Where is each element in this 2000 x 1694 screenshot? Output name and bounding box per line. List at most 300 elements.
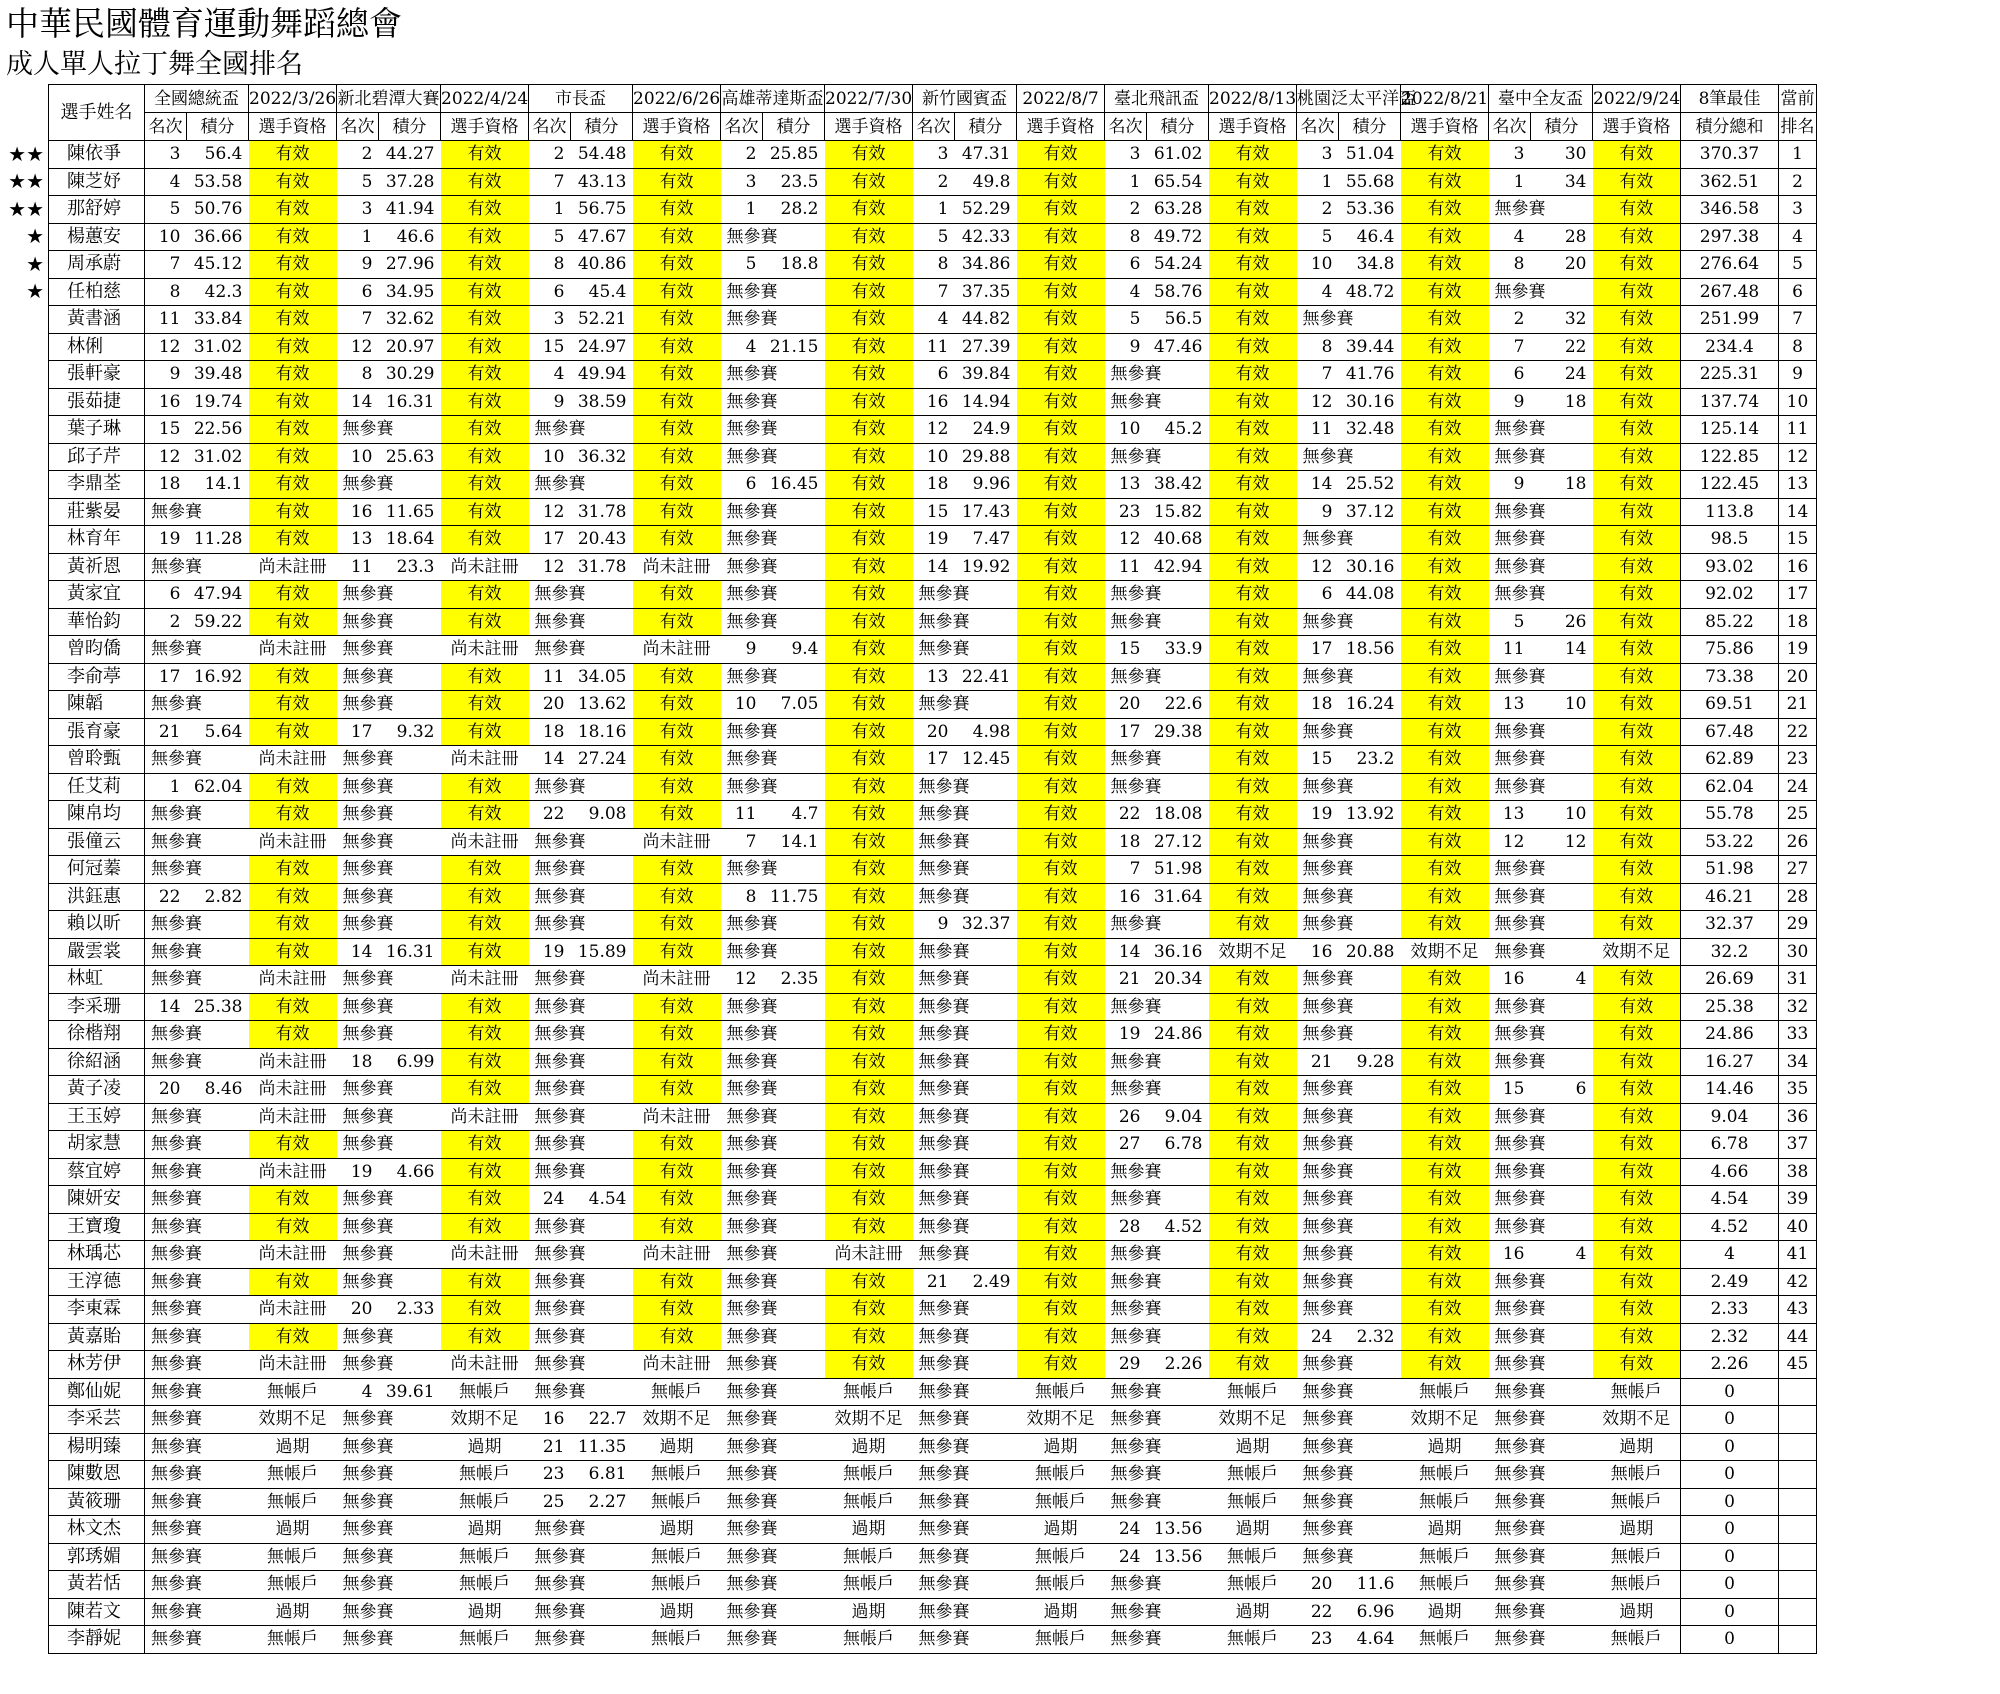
no-entry-cell: 無參賽	[721, 553, 825, 581]
eligibility-status-cell: 有效	[1209, 1076, 1297, 1104]
total-points-cell: 55.78	[1681, 801, 1779, 829]
no-entry-cell: 無參賽	[721, 1571, 825, 1599]
eligibility-status-cell: 尚未註冊	[249, 1076, 337, 1104]
no-entry-cell: 無參賽	[1489, 526, 1593, 554]
no-entry-cell: 無參賽	[913, 1296, 1017, 1324]
no-entry-cell: 無參賽	[145, 1186, 249, 1214]
eligibility-status-cell: 有效	[1017, 966, 1105, 994]
eligibility-status-cell: 有效	[249, 1021, 337, 1049]
event-points-cell: 20.34	[1147, 966, 1209, 994]
eligibility-status-cell: 有效	[633, 388, 721, 416]
event-rank-cell: 2	[913, 168, 955, 196]
eligibility-status-cell: 有效	[1401, 911, 1489, 939]
eligibility-status-cell: 過期	[1593, 1598, 1681, 1626]
event-points-cell: 27.24	[571, 746, 633, 774]
header-event-date: 2022/8/7	[1017, 85, 1105, 113]
header-event-title: 新北碧潭大賽	[337, 85, 441, 113]
event-rank-cell: 2	[529, 141, 571, 169]
no-entry-cell: 無參賽	[529, 1158, 633, 1186]
eligibility-status-cell: 無帳戶	[249, 1626, 337, 1654]
no-entry-cell: 無參賽	[1297, 1021, 1401, 1049]
eligibility-status-cell: 有效	[1209, 1323, 1297, 1351]
eligibility-status-cell: 效期不足	[633, 1406, 721, 1434]
event-points-cell: 47.67	[571, 223, 633, 251]
no-entry-cell: 無參賽	[145, 1598, 249, 1626]
event-points-cell: 44.08	[1339, 581, 1401, 609]
no-entry-cell: 無參賽	[145, 1461, 249, 1489]
eligibility-status-cell: 有效	[825, 746, 913, 774]
current-rank-cell: 19	[1779, 636, 1817, 664]
event-points-cell: 44.82	[955, 306, 1017, 334]
eligibility-status-cell: 有效	[441, 1213, 529, 1241]
eligibility-status-cell: 有效	[633, 196, 721, 224]
header-sub-status: 選手資格	[249, 113, 337, 141]
event-points-cell: 51.04	[1339, 141, 1401, 169]
event-rank-cell: 21	[1297, 1048, 1339, 1076]
event-rank-cell: 5	[721, 251, 763, 279]
event-rank-cell: 1	[1297, 168, 1339, 196]
event-points-cell: 22.7	[571, 1406, 633, 1434]
eligibility-status-cell: 有效	[1017, 581, 1105, 609]
player-name-cell: 張育豪	[49, 718, 145, 746]
event-points-cell: 4	[1531, 966, 1593, 994]
current-rank-cell: 24	[1779, 773, 1817, 801]
event-points-cell: 21.15	[763, 333, 825, 361]
event-points-cell: 54.48	[571, 141, 633, 169]
eligibility-status-cell: 有效	[1017, 333, 1105, 361]
table-row	[49, 1241, 1817, 1269]
eligibility-status-cell: 有效	[825, 306, 913, 334]
eligibility-status-cell: 有效	[1209, 223, 1297, 251]
eligibility-status-cell: 有效	[441, 691, 529, 719]
event-points-cell: 22	[1531, 333, 1593, 361]
event-rank-cell: 6	[529, 278, 571, 306]
eligibility-status-cell: 有效	[825, 1131, 913, 1159]
no-entry-cell: 無參賽	[529, 1048, 633, 1076]
eligibility-status-cell: 有效	[1017, 636, 1105, 664]
eligibility-status-cell: 有效	[1593, 801, 1681, 829]
eligibility-status-cell: 有效	[1209, 471, 1297, 499]
no-entry-cell: 無參賽	[1297, 663, 1401, 691]
event-points-cell: 2.82	[187, 883, 249, 911]
no-entry-cell: 無參賽	[1489, 993, 1593, 1021]
no-entry-cell: 無參賽	[145, 1296, 249, 1324]
table-row	[49, 1323, 1817, 1351]
event-points-cell: 33.84	[187, 306, 249, 334]
current-rank-cell: 2	[1779, 168, 1817, 196]
eligibility-status-cell: 有效	[1593, 966, 1681, 994]
eligibility-status-cell: 有效	[825, 1076, 913, 1104]
no-entry-cell: 無參賽	[1489, 1433, 1593, 1461]
event-rank-cell: 17	[529, 526, 571, 554]
header-event-date: 2022/6/26	[633, 85, 721, 113]
no-entry-cell: 無參賽	[721, 856, 825, 884]
eligibility-status-cell: 有效	[1017, 911, 1105, 939]
eligibility-status-cell: 有效	[1593, 306, 1681, 334]
event-rank-cell: 20	[145, 1076, 187, 1104]
event-rank-cell: 9	[1489, 388, 1531, 416]
event-rank-cell: 12	[337, 333, 379, 361]
no-entry-cell: 無參賽	[721, 1598, 825, 1626]
event-rank-cell: 7	[337, 306, 379, 334]
eligibility-status-cell: 有效	[1017, 608, 1105, 636]
eligibility-status-cell: 有效	[249, 498, 337, 526]
event-points-cell: 22.6	[1147, 691, 1209, 719]
current-rank-cell: 14	[1779, 498, 1817, 526]
eligibility-status-cell: 有效	[1017, 1268, 1105, 1296]
event-points-cell: 29.88	[955, 443, 1017, 471]
no-entry-cell: 無參賽	[721, 278, 825, 306]
total-points-cell: 362.51	[1681, 168, 1779, 196]
eligibility-status-cell: 有效	[1593, 251, 1681, 279]
no-entry-cell: 無參賽	[721, 1323, 825, 1351]
eligibility-status-cell: 效期不足	[249, 1406, 337, 1434]
event-rank-cell: 17	[1105, 718, 1147, 746]
eligibility-status-cell: 有效	[1017, 691, 1105, 719]
table-row	[49, 1461, 1817, 1489]
eligibility-status-cell: 過期	[1401, 1598, 1489, 1626]
table-row	[49, 498, 1817, 526]
no-entry-cell: 無參賽	[337, 1103, 441, 1131]
eligibility-status-cell: 有效	[825, 251, 913, 279]
event-points-cell: 4.64	[1339, 1626, 1401, 1654]
eligibility-status-cell: 有效	[825, 278, 913, 306]
total-points-cell: 0	[1681, 1378, 1779, 1406]
no-entry-cell: 無參賽	[1297, 1433, 1401, 1461]
event-points-cell: 36.16	[1147, 938, 1209, 966]
eligibility-status-cell: 無帳戶	[825, 1543, 913, 1571]
eligibility-status-cell: 有效	[1593, 663, 1681, 691]
no-entry-cell: 無參賽	[721, 663, 825, 691]
event-points-cell: 14.1	[763, 828, 825, 856]
table-row	[49, 1626, 1817, 1654]
no-entry-cell: 無參賽	[913, 1351, 1017, 1379]
eligibility-status-cell: 有效	[1401, 471, 1489, 499]
eligibility-status-cell: 有效	[1593, 278, 1681, 306]
no-entry-cell: 無參賽	[1105, 773, 1209, 801]
eligibility-status-cell: 有效	[1209, 1021, 1297, 1049]
player-name-cell: 林育年	[49, 526, 145, 554]
eligibility-status-cell: 有效	[1209, 1351, 1297, 1379]
eligibility-status-cell: 有效	[633, 773, 721, 801]
player-name-cell: 黃書涵	[49, 306, 145, 334]
event-points-cell: 10	[1531, 801, 1593, 829]
eligibility-status-cell: 無帳戶	[1401, 1378, 1489, 1406]
header-sub-status: 選手資格	[441, 113, 529, 141]
eligibility-status-cell: 有效	[249, 278, 337, 306]
no-entry-cell: 無參賽	[913, 1461, 1017, 1489]
no-entry-cell: 無參賽	[913, 1131, 1017, 1159]
event-points-cell: 16.92	[187, 663, 249, 691]
no-entry-cell: 無參賽	[721, 773, 825, 801]
eligibility-status-cell: 有效	[633, 1213, 721, 1241]
header-sub-rank: 名次	[1297, 113, 1339, 141]
event-points-cell: 9.08	[571, 801, 633, 829]
no-entry-cell: 無參賽	[1489, 1268, 1593, 1296]
player-name-cell: 華怡鈞	[49, 608, 145, 636]
eligibility-status-cell: 有效	[825, 856, 913, 884]
eligibility-status-cell: 有效	[1401, 278, 1489, 306]
event-rank-cell: 4	[913, 306, 955, 334]
event-points-cell: 2.32	[1339, 1323, 1401, 1351]
no-entry-cell: 無參賽	[529, 581, 633, 609]
eligibility-status-cell: 有效	[1209, 1213, 1297, 1241]
total-points-cell: 0	[1681, 1543, 1779, 1571]
player-name-cell: 郭琇媚	[49, 1543, 145, 1571]
no-entry-cell: 無參賽	[721, 938, 825, 966]
no-entry-cell: 無參賽	[337, 636, 441, 664]
table-row	[49, 1186, 1817, 1214]
current-rank-cell: 6	[1779, 278, 1817, 306]
event-points-cell: 11.35	[571, 1433, 633, 1461]
event-points-cell: 22.56	[187, 416, 249, 444]
header-total-sub: 積分總和	[1681, 113, 1779, 141]
event-points-cell: 39.48	[187, 361, 249, 389]
event-rank-cell: 19	[529, 938, 571, 966]
header-event-date: 2022/8/21	[1401, 85, 1489, 113]
event-points-cell: 56.75	[571, 196, 633, 224]
eligibility-status-cell: 有效	[825, 828, 913, 856]
table-row	[49, 333, 1817, 361]
event-rank-cell: 23	[1297, 1626, 1339, 1654]
header-event-date: 2022/4/24	[441, 85, 529, 113]
eligibility-status-cell: 有效	[1401, 691, 1489, 719]
total-points-cell: 4.54	[1681, 1186, 1779, 1214]
no-entry-cell: 無參賽	[337, 1626, 441, 1654]
player-name-cell: 陳若文	[49, 1598, 145, 1626]
total-points-cell: 346.58	[1681, 196, 1779, 224]
no-entry-cell: 無參賽	[145, 1213, 249, 1241]
event-rank-cell: 8	[913, 251, 955, 279]
eligibility-status-cell: 有效	[441, 196, 529, 224]
event-rank-cell: 20	[337, 1296, 379, 1324]
eligibility-status-cell: 有效	[249, 333, 337, 361]
current-rank-cell: 31	[1779, 966, 1817, 994]
eligibility-status-cell: 有效	[1209, 1241, 1297, 1269]
event-points-cell: 30.16	[1339, 553, 1401, 581]
no-entry-cell: 無參賽	[145, 1571, 249, 1599]
no-entry-cell: 無參賽	[529, 608, 633, 636]
no-entry-cell: 無參賽	[337, 1461, 441, 1489]
header-sub-rank: 名次	[337, 113, 379, 141]
no-entry-cell: 無參賽	[1297, 911, 1401, 939]
eligibility-status-cell: 有效	[1209, 1268, 1297, 1296]
eligibility-status-cell: 有效	[249, 306, 337, 334]
event-points-cell: 55.68	[1339, 168, 1401, 196]
no-entry-cell: 無參賽	[145, 801, 249, 829]
event-points-cell: 28	[1531, 223, 1593, 251]
no-entry-cell: 無參賽	[1105, 993, 1209, 1021]
eligibility-status-cell: 有效	[441, 1186, 529, 1214]
event-points-cell: 20	[1531, 251, 1593, 279]
no-entry-cell: 無參賽	[1489, 443, 1593, 471]
current-rank-cell: 41	[1779, 1241, 1817, 1269]
eligibility-status-cell: 尚未註冊	[633, 828, 721, 856]
eligibility-status-cell: 有效	[1017, 856, 1105, 884]
event-rank-cell: 14	[913, 553, 955, 581]
player-name-cell: 陳依爭	[49, 141, 145, 169]
event-points-cell: 36.32	[571, 443, 633, 471]
no-entry-cell: 無參賽	[721, 1378, 825, 1406]
event-rank-cell: 21	[1105, 966, 1147, 994]
header-sub-status: 選手資格	[1209, 113, 1297, 141]
eligibility-status-cell: 尚未註冊	[249, 1241, 337, 1269]
player-name-cell: 黃祈恩	[49, 553, 145, 581]
table-row	[49, 1131, 1817, 1159]
event-points-cell: 31.78	[571, 498, 633, 526]
eligibility-status-cell: 有效	[1401, 663, 1489, 691]
eligibility-status-cell: 無帳戶	[1593, 1378, 1681, 1406]
no-entry-cell: 無參賽	[721, 1103, 825, 1131]
no-entry-cell: 無參賽	[913, 1076, 1017, 1104]
no-entry-cell: 無參賽	[1297, 1103, 1401, 1131]
event-rank-cell: 8	[1489, 251, 1531, 279]
current-rank-cell: 42	[1779, 1268, 1817, 1296]
event-points-cell: 13.92	[1339, 801, 1401, 829]
eligibility-status-cell: 無帳戶	[249, 1543, 337, 1571]
event-points-cell: 15.82	[1147, 498, 1209, 526]
eligibility-status-cell: 有效	[1593, 1103, 1681, 1131]
eligibility-status-cell: 無帳戶	[1593, 1571, 1681, 1599]
event-rank-cell: 4	[337, 1378, 379, 1406]
eligibility-status-cell: 有效	[825, 1323, 913, 1351]
eligibility-status-cell: 過期	[249, 1598, 337, 1626]
total-points-cell: 98.5	[1681, 526, 1779, 554]
current-rank-cell: 4	[1779, 223, 1817, 251]
player-name-cell: 徐紹涵	[49, 1048, 145, 1076]
no-entry-cell: 無參賽	[721, 911, 825, 939]
eligibility-status-cell: 有效	[249, 663, 337, 691]
event-rank-cell: 8	[1105, 223, 1147, 251]
event-points-cell: 25.52	[1339, 471, 1401, 499]
event-points-cell: 34.86	[955, 251, 1017, 279]
event-rank-cell: 18	[1105, 828, 1147, 856]
eligibility-status-cell: 無帳戶	[633, 1626, 721, 1654]
event-points-cell: 30	[1531, 141, 1593, 169]
event-points-cell: 14	[1531, 636, 1593, 664]
no-entry-cell: 無參賽	[145, 911, 249, 939]
eligibility-status-cell: 有效	[1401, 498, 1489, 526]
eligibility-status-cell: 有效	[825, 636, 913, 664]
player-name-cell: 鄭仙妮	[49, 1378, 145, 1406]
table-body	[49, 141, 1817, 1654]
eligibility-status-cell: 有效	[441, 278, 529, 306]
no-entry-cell: 無參賽	[529, 416, 633, 444]
player-name-cell: 葉子琳	[49, 416, 145, 444]
no-entry-cell: 無參賽	[145, 966, 249, 994]
eligibility-status-cell: 有效	[633, 443, 721, 471]
no-entry-cell: 無參賽	[529, 883, 633, 911]
eligibility-status-cell: 尚未註冊	[249, 966, 337, 994]
eligibility-status-cell: 過期	[633, 1598, 721, 1626]
event-points-cell: 41.94	[379, 196, 441, 224]
eligibility-status-cell: 無帳戶	[441, 1543, 529, 1571]
no-entry-cell: 無參賽	[1489, 416, 1593, 444]
eligibility-status-cell: 有效	[1401, 526, 1489, 554]
table-row	[49, 526, 1817, 554]
no-entry-cell: 無參賽	[1105, 1488, 1209, 1516]
no-entry-cell: 無參賽	[913, 1213, 1017, 1241]
event-points-cell: 9.04	[1147, 1103, 1209, 1131]
current-rank-cell: 25	[1779, 801, 1817, 829]
eligibility-status-cell: 有效	[1401, 1048, 1489, 1076]
event-points-cell: 30.16	[1339, 388, 1401, 416]
no-entry-cell: 無參賽	[721, 1351, 825, 1379]
event-points-cell: 46.4	[1339, 223, 1401, 251]
eligibility-status-cell: 有效	[633, 993, 721, 1021]
event-rank-cell: 20	[1105, 691, 1147, 719]
event-points-cell: 4.98	[955, 718, 1017, 746]
eligibility-status-cell: 有效	[825, 966, 913, 994]
header-row-titles	[49, 85, 1817, 113]
no-entry-cell: 無參賽	[529, 1131, 633, 1159]
no-entry-cell: 無參賽	[1489, 1323, 1593, 1351]
current-rank-cell: 28	[1779, 883, 1817, 911]
no-entry-cell: 無參賽	[529, 856, 633, 884]
eligibility-status-cell: 過期	[633, 1516, 721, 1544]
event-rank-cell: 8	[529, 251, 571, 279]
header-sub-rank: 名次	[721, 113, 763, 141]
event-rank-cell: 3	[1105, 141, 1147, 169]
eligibility-status-cell: 尚未註冊	[633, 1241, 721, 1269]
event-points-cell: 4.52	[1147, 1213, 1209, 1241]
eligibility-status-cell: 有效	[249, 361, 337, 389]
event-rank-cell: 4	[1297, 278, 1339, 306]
event-rank-cell: 10	[529, 443, 571, 471]
event-points-cell: 14.94	[955, 388, 1017, 416]
eligibility-status-cell: 有效	[441, 801, 529, 829]
event-rank-cell: 7	[721, 828, 763, 856]
no-entry-cell: 無參賽	[721, 223, 825, 251]
no-entry-cell: 無參賽	[1297, 1378, 1401, 1406]
header-sub-rank: 名次	[529, 113, 571, 141]
eligibility-status-cell: 有效	[441, 443, 529, 471]
no-entry-cell: 無參賽	[337, 1186, 441, 1214]
event-rank-cell: 12	[1489, 828, 1531, 856]
eligibility-status-cell: 有效	[441, 361, 529, 389]
eligibility-status-cell: 有效	[1593, 1021, 1681, 1049]
eligibility-status-cell: 過期	[1017, 1516, 1105, 1544]
no-entry-cell: 無參賽	[145, 1021, 249, 1049]
no-entry-cell: 無參賽	[337, 1076, 441, 1104]
event-points-cell: 24.86	[1147, 1021, 1209, 1049]
no-entry-cell: 無參賽	[145, 938, 249, 966]
event-points-cell: 12	[1531, 828, 1593, 856]
eligibility-status-cell: 有效	[1017, 718, 1105, 746]
event-rank-cell: 6	[1297, 581, 1339, 609]
eligibility-status-cell: 有效	[1017, 1021, 1105, 1049]
table-row	[49, 966, 1817, 994]
event-points-cell: 45.2	[1147, 416, 1209, 444]
no-entry-cell: 無參賽	[1105, 1241, 1209, 1269]
eligibility-status-cell: 有效	[1017, 801, 1105, 829]
no-entry-cell: 無參賽	[1297, 1158, 1401, 1186]
table-row	[49, 168, 1817, 196]
player-name-cell: 蔡宜婷	[49, 1158, 145, 1186]
no-entry-cell: 無參賽	[1489, 1296, 1593, 1324]
event-rank-cell: 5	[145, 196, 187, 224]
header-sub-points: 積分	[1531, 113, 1593, 141]
eligibility-status-cell: 有效	[441, 911, 529, 939]
eligibility-status-cell: 有效	[1209, 663, 1297, 691]
eligibility-status-cell: 有效	[825, 1213, 913, 1241]
eligibility-status-cell: 尚未註冊	[249, 1103, 337, 1131]
event-points-cell: 12.45	[955, 746, 1017, 774]
eligibility-status-cell: 有效	[1209, 718, 1297, 746]
eligibility-status-cell: 有效	[825, 1158, 913, 1186]
eligibility-status-cell: 有效	[1209, 388, 1297, 416]
current-rank-cell: 39	[1779, 1186, 1817, 1214]
